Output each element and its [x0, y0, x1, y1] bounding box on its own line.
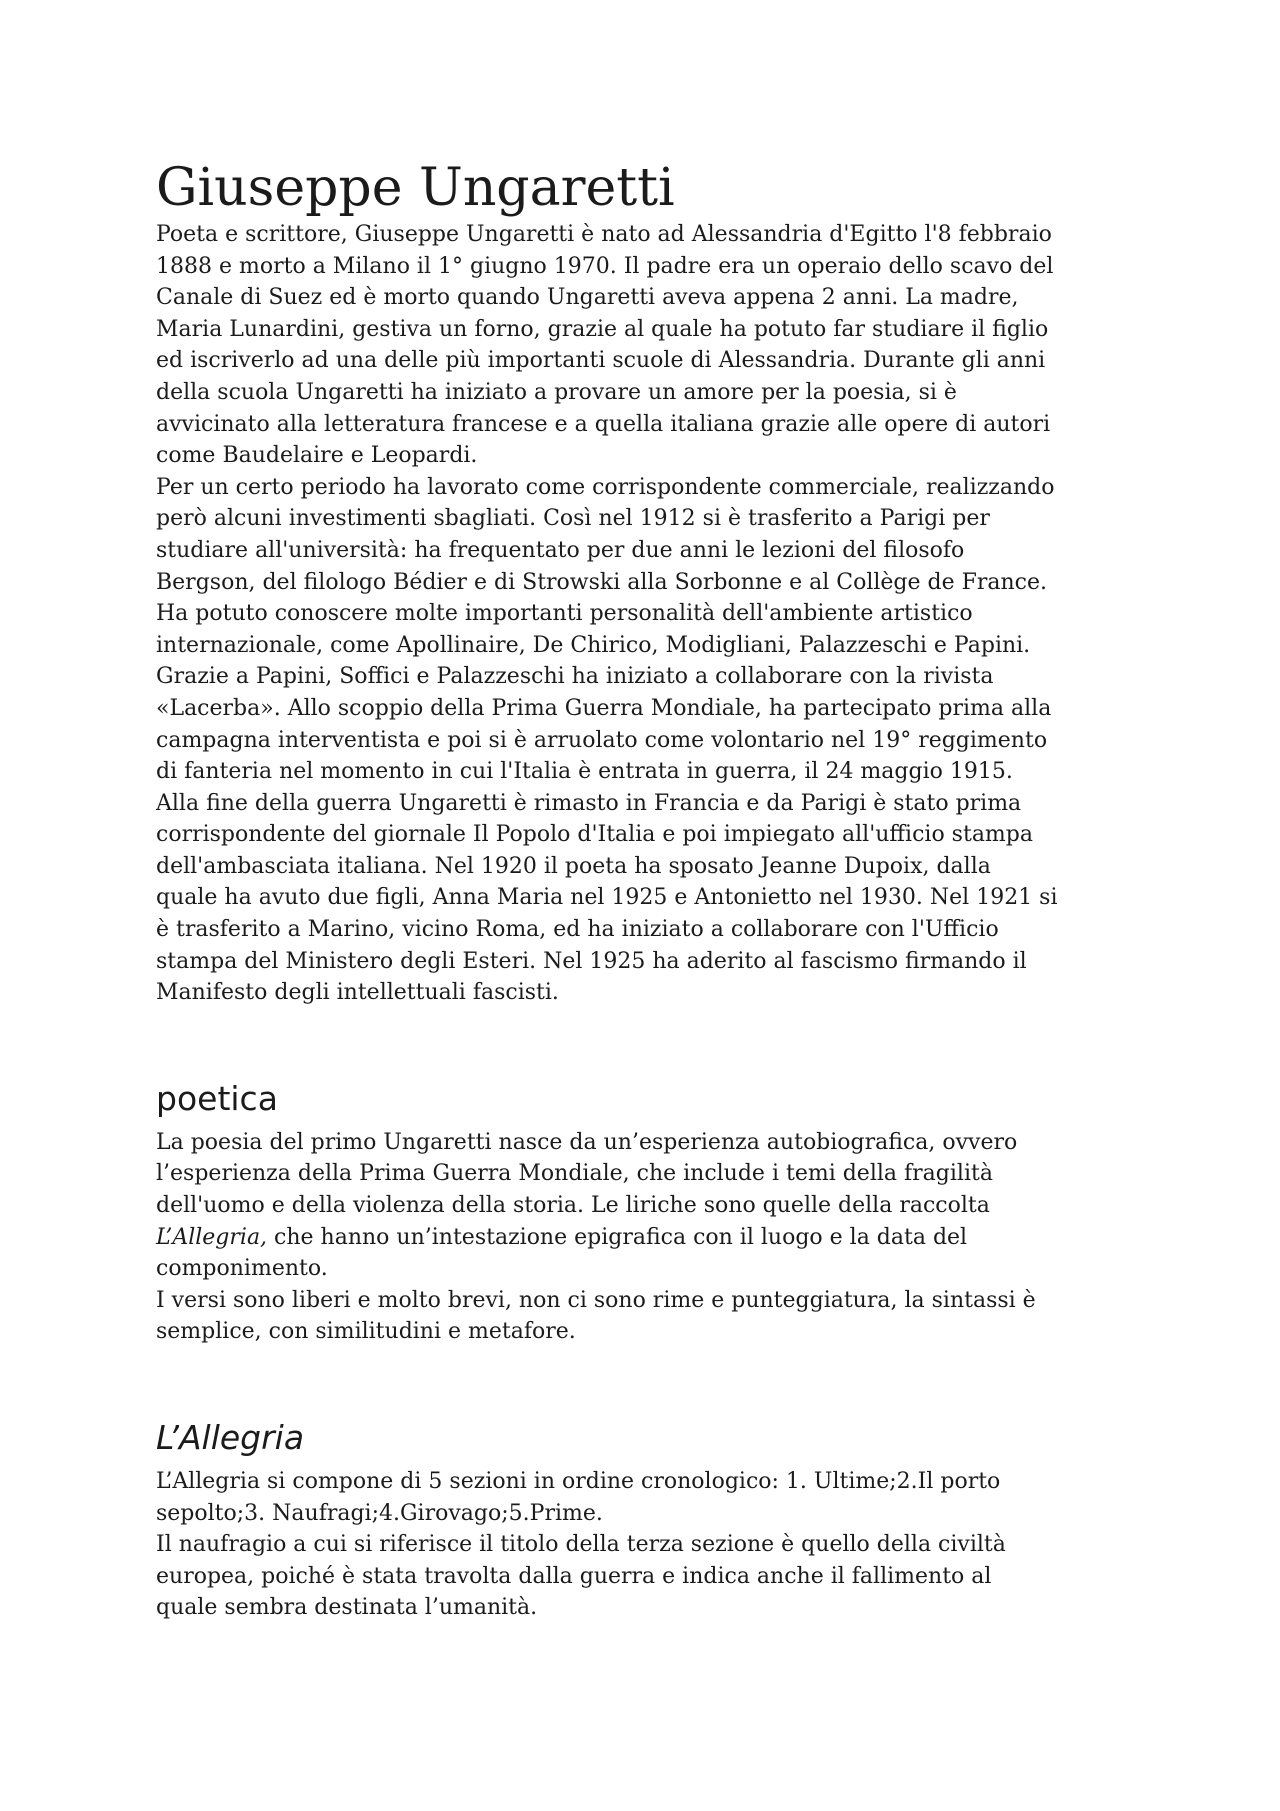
text-line: avvicinato alla letteratura francese e a quella italiana grazie alle opere di autori [156, 411, 1051, 437]
text-line: Manifesto degli intellettuali fascisti. [156, 980, 559, 1006]
text-line: Il naufragio a cui si riferisce il titolo della terza sezione è quello della civiltà [156, 1532, 1006, 1558]
text-line: componimento. [156, 1256, 328, 1282]
text-line: Maria Lunardini, gestiva un forno, grazie al quale ha potuto far studiare il figlio [156, 316, 1049, 342]
italic-title-reference: L’Allegria, [156, 1224, 268, 1250]
text-line: Bergson, del filologo Bédier e di Strowski alla Sorbonne e al Collège de France. [156, 569, 1048, 595]
allegria-paragraph [156, 1466, 1136, 1624]
text-line: internazionale, come Apollinaire, De Chirico, Modigliani, Palazzeschi e Papini. [156, 632, 1031, 658]
text-line: campagna interventista e poi si è arruolato come volontario nel 19° reggimento [156, 727, 1048, 753]
document-title: Giuseppe Ungaretti [156, 158, 675, 218]
section-heading-allegria: L’Allegria [156, 1418, 305, 1457]
text-line: però alcuni investimenti sbagliati. Così nel 1912 si è trasferito a Parigi per [156, 506, 990, 532]
text-line: studiare all'università: ha frequentato per due anni le lezioni del filosofo [156, 537, 965, 563]
text-line: L’Allegria si compone di 5 sezioni in ordine cronologico: 1. Ultime;2.Il porto [156, 1469, 1001, 1494]
biography-paragraph [156, 219, 1136, 1009]
text-fragment: che hanno un’intestazione epigrafica con il luogo e la data del [267, 1224, 968, 1250]
text-line: della scuola Ungaretti ha iniziato a provare un amore per la poesia, si è [156, 379, 957, 405]
text-line: semplice, con similitudini e metafore. [156, 1319, 576, 1345]
section-heading-poetica: poetica [156, 1078, 278, 1118]
text-line: 1888 e morto a Milano il 1° giugno 1970. Il padre era un operaio dello scavo del [156, 253, 1054, 279]
text-line: «Lacerba». Allo scoppio della Prima Guerra Mondiale, ha partecipato prima alla [156, 695, 1052, 721]
text-line: di fanteria nel momento in cui l'Italia è entrata in guerra, il 24 maggio 1915. [156, 759, 1013, 785]
document-page [156, 155, 1136, 1624]
text-line [156, 1222, 1136, 1254]
text-line: quale sembra destinata l’umanità. [156, 1595, 538, 1621]
text-line: La poesia del primo Ungaretti nasce da un’esperienza autobiografica, ovvero [156, 1129, 1018, 1155]
text-line: l’esperienza della Prima Guerra Mondiale, che include i temi della fragilità [156, 1161, 993, 1187]
text-line: ed iscriverlo ad una delle più importanti scuole di Alessandria. Durante gli anni [156, 348, 1046, 374]
text-line: quale ha avuto due figli, Anna Maria nel 1925 e Antonietto nel 1930. Nel 1921 si [156, 885, 1058, 911]
text-line: è trasferito a Marino, vicino Roma, ed ha iniziato a collaborare con l'Ufficio [156, 917, 999, 943]
text-line: come Baudelaire e Leopardi. [156, 443, 478, 469]
text-line: dell'uomo e della violenza della storia. Le liriche sono quelle della raccolta [156, 1193, 990, 1219]
text-line: Per un certo periodo ha lavorato come corrispondente commerciale, realizzando [156, 474, 1055, 500]
text-line: corrispondente del giornale Il Popolo d'Italia e poi impiegato all'ufficio stampa [156, 822, 1033, 848]
text-line: Grazie a Papini, Soffici e Palazzeschi ha iniziato a collaborare con la rivista [156, 664, 994, 690]
text-line: sepolto;3. Naufragi;4.Girovago;5.Prime. [156, 1500, 603, 1526]
text-line: Canale di Suez ed è morto quando Ungaretti aveva appena 2 anni. La madre, [156, 285, 1019, 311]
text-line: stampa del Ministero degli Esteri. Nel 1925 ha aderito al fascismo firmando il [156, 948, 1027, 974]
text-line: Alla fine della guerra Ungaretti è rimasto in Francia e da Parigi è stato prima [156, 790, 1022, 816]
text-line: Poeta e scrittore, Giuseppe Ungaretti è nato ad Alessandria d'Egitto l'8 febbraio [156, 222, 1052, 247]
text-line: Ha potuto conoscere molte importanti personalità dell'ambiente artistico [156, 601, 973, 627]
text-line: europea, poiché è stata travolta dalla guerra e indica anche il fallimento al [156, 1563, 992, 1589]
poetica-paragraph [156, 1127, 1136, 1348]
text-line: dell'ambasciata italiana. Nel 1920 il poeta ha sposato Jeanne Dupoix, dalla [156, 853, 991, 879]
text-line: I versi sono liberi e molto brevi, non ci sono rime e punteggiatura, la sintassi è [156, 1287, 1036, 1313]
